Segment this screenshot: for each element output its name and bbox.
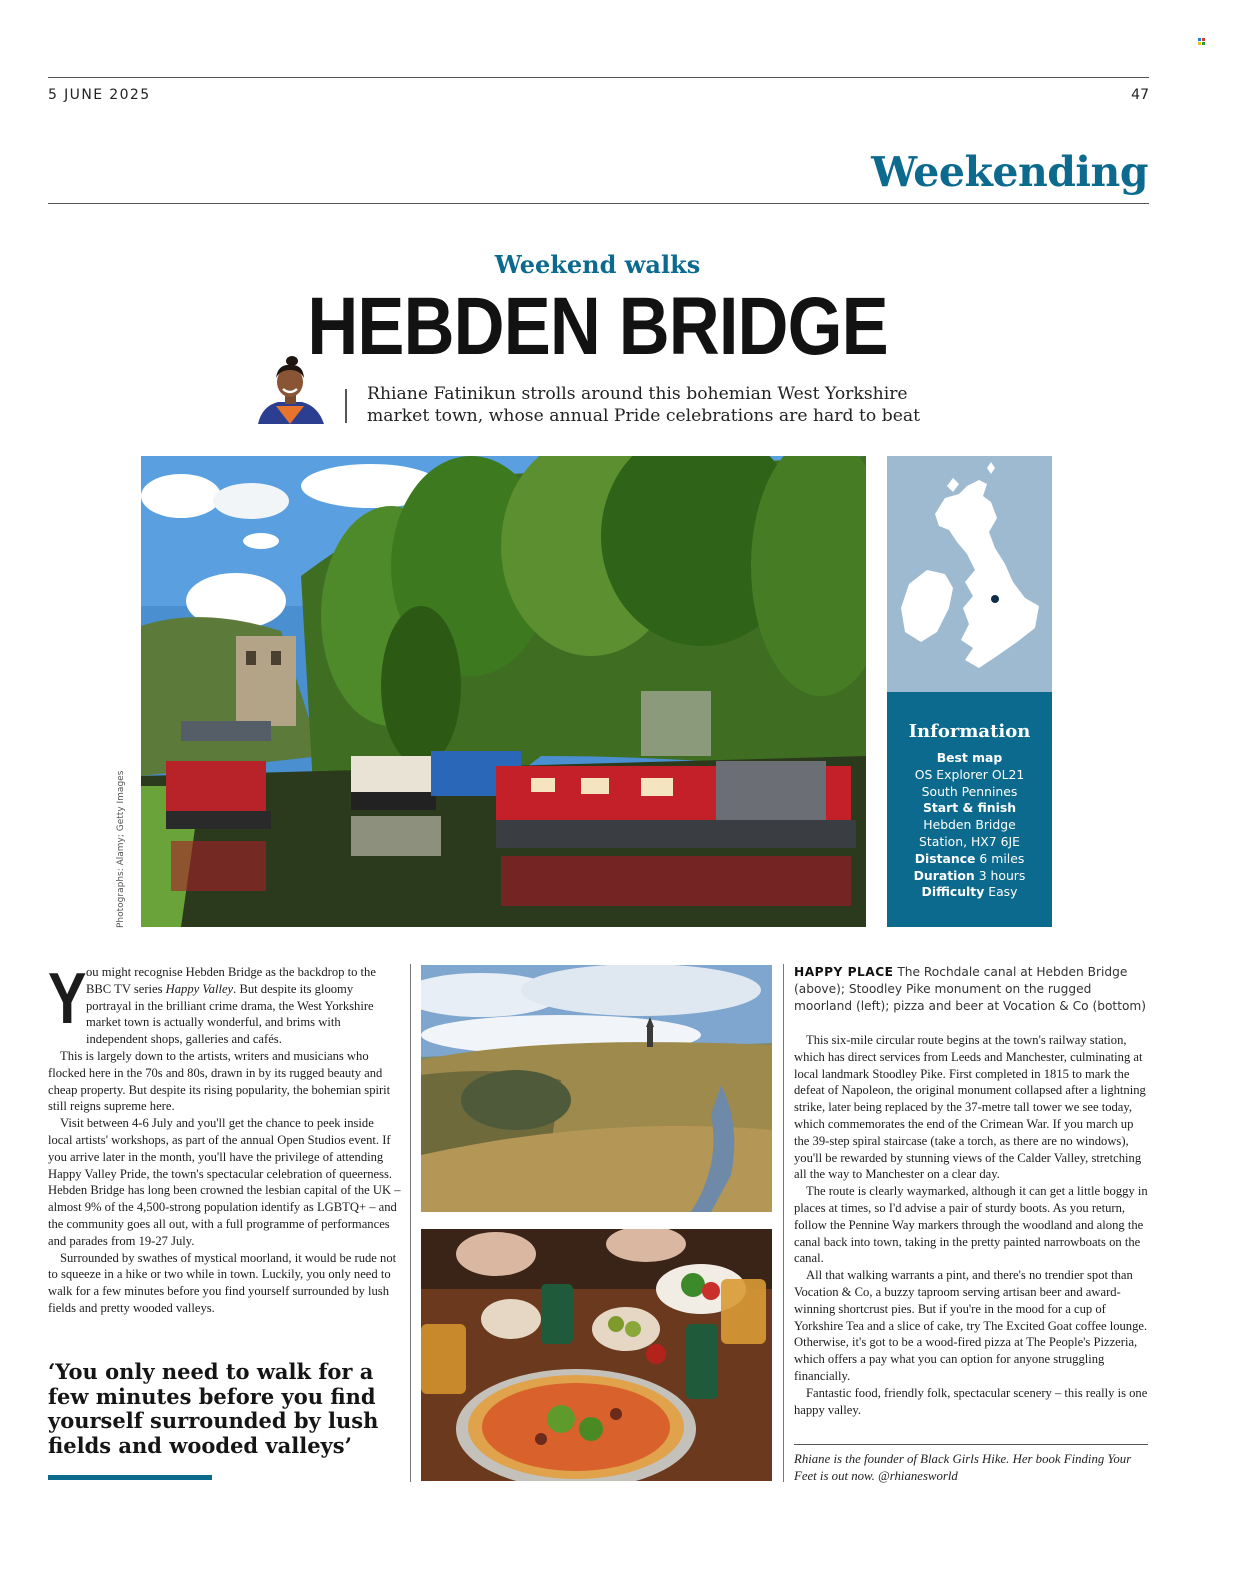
duration-value: 3 hours: [978, 867, 1026, 883]
pizza-beer-photo: [421, 1229, 772, 1481]
stoodley-pike-photo: [421, 965, 772, 1212]
duration-label: Duration: [913, 867, 975, 883]
printer-mark-icon: [1198, 32, 1205, 39]
drop-cap: Y: [48, 959, 87, 1039]
best-map-line2: South Pennines: [921, 783, 1018, 799]
body-paragraph-5: This six-mile circular route begins at the town's railway station, which has direct services from Leeds and Manchester, culminating at local landmark Stoodley Pike. First completed in 1815 to mark the defeat of Napoleon, the original monument collapsed after a lightning strike, later being replaced by the 37-metre tall tower we see today, which commemorates the end of the Crimean War. If you march up the 39-step spiral staircase (take a torch, as there are no windows), you'll be rewarded by stunning views of the Calder Valley, stretching all the way to Manchester on a clear day.: [794, 1033, 1146, 1182]
info-box: [887, 692, 1052, 927]
section-rule: [48, 203, 1149, 204]
section-title: Weekending: [871, 148, 1148, 196]
distance-label: Distance: [914, 850, 976, 866]
distance-value: 6 miles: [979, 850, 1025, 866]
photo-credit: Photographs: Alamy; Getty Images: [116, 770, 126, 928]
page-number: 47: [1131, 87, 1149, 103]
body-column-1: [48, 959, 401, 1317]
best-map-label: Best map: [936, 750, 1003, 765]
top-rule: [48, 77, 1149, 78]
body-paragraph-2: This is largely down to the artists, writers and musicians who flocked here in the 70s and 80s, drawn in by its rugged beauty and cheap property. But despite its rising popularity, the bohemian spirit still reigns supreme here.: [48, 1048, 391, 1114]
info-title: Information: [908, 721, 1031, 742]
caption-text: The Rochdale canal at Hebden Bridge (above); Stoodley Pike monument on the rugged moorland (left); pizza and beer at Vocation & Co (bottom): [794, 965, 1147, 1013]
kicker: Weekend walks: [494, 250, 701, 279]
start-line1: Hebden Bridge: [923, 817, 1016, 833]
show-title: Happy Valley: [165, 981, 234, 996]
difficulty-value: Easy: [988, 884, 1018, 900]
caption-label: HAPPY PLACE: [794, 965, 894, 979]
difficulty-label: Difficulty: [921, 884, 985, 900]
issue-date: 5 JUNE 2025: [48, 87, 151, 103]
pull-quote: ‘You only need to walk for a few minutes before you find yourself surrounded by lush fields and wooded valleys’: [48, 1359, 379, 1458]
body-column-3: [794, 1032, 1148, 1418]
author-bio: Rhiane is the founder of Black Girls Hike. Her book Finding Your Feet is out now. @rhianesworld: [794, 1452, 1132, 1483]
body-paragraph-3: Visit between 4-6 July and you'll get the chance to peek inside local artists' workshops, as part of the annual Open Studios event. If you arrive later in the month, you'll have the privilege of attending Happy Valley Pride, the town's spectacular celebration of queerness. Hebden Bridge has long been crowned the lesbian capital of the UK – almost 9% of the 4,500-strong population identify as LGBTQ+ – and the community goes all out, with a full programme of performances and parades from 19-27 July.: [48, 1116, 401, 1248]
author-avatar: [254, 354, 326, 424]
pull-quote-bar: [48, 1475, 212, 1480]
canal-photo: [141, 456, 866, 927]
body-paragraph-4: Surrounded by swathes of mystical moorland, it would be rude not to squeeze in a hike or two while in town. Luckily, you only need to walk for a few minutes before you find yourself surrounded by lush fields and pretty wooded valleys.: [48, 1250, 397, 1315]
start-finish-label: Start & finish: [922, 800, 1017, 816]
column-divider: [783, 964, 784, 1482]
best-map-line1: OS Explorer OL21: [914, 766, 1025, 782]
body-paragraph-6: The route is clearly waymarked, although it can get a little boggy in places at times, so I'd advise a pair of sturdy boots. As you return, follow the Pennine Way markers through the woodland and along the canal back into town, taking in the pretty painted narrowboats on the canal.: [794, 1184, 1148, 1266]
bio-rule: [794, 1444, 1148, 1445]
standfirst: Rhiane Fatinikun strolls around this bohemian West Yorkshire market town, whose annual Pride celebrations are hard to beat: [367, 384, 921, 426]
start-line2: Station, HX7 6JE: [919, 833, 1020, 849]
column-divider: [410, 964, 411, 1482]
headline: HEBDEN BRIDGE: [307, 281, 888, 372]
body-paragraph-1: You might recognise Hebden Bridge as the backdrop to the BBC TV series Happy Valley. But despite its gloomy portrayal in the brilliant crime drama, the West Yorkshire market town is actually wonderful, and brims with independent shops, galleries and cafés.: [48, 959, 376, 1047]
standfirst-divider: [345, 389, 347, 423]
uk-locator-map: [887, 456, 1052, 692]
body-paragraph-8: Fantastic food, friendly folk, spectacular scenery – this really is one happy valley.: [794, 1385, 1148, 1417]
photo-caption: [794, 964, 1148, 1015]
body-paragraph-7: All that walking warrants a pint, and there's no trendier spot than Vocation & Co, a buzzy taproom serving artisan beer and award-winning shortcrust pies. But if you're in the mood for a cup of Yorkshire Tea and a slice of cake, try The Excited Goat coffee lounge. Otherwise, it's got to be a wood-fired pizza at The People's Pizzeria, which offers a pay what you can option for anyone struggling financially.: [794, 1268, 1148, 1383]
